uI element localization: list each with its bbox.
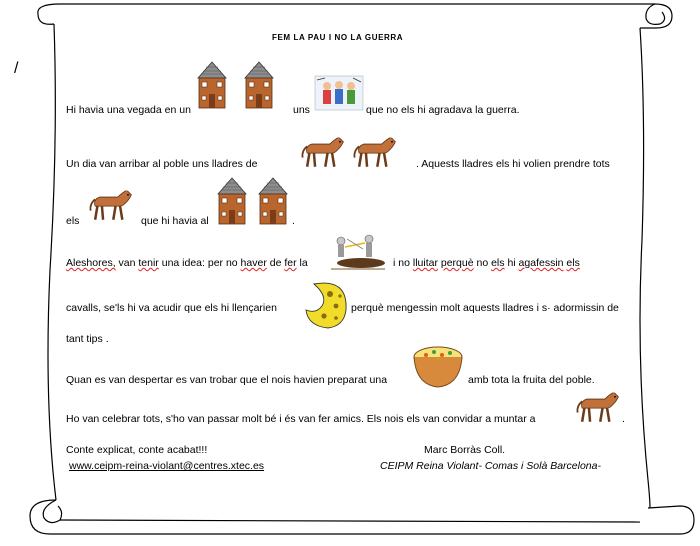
house-drawing — [192, 60, 232, 110]
text-van: van — [115, 257, 139, 269]
word-els-2: els — [566, 257, 580, 269]
story-line-1a: Hi havia una vegada en un — [66, 104, 191, 116]
story-line-6: tant tips . — [66, 333, 109, 345]
horse-drawing — [88, 188, 134, 222]
word-aleshores: Aleshores, — [66, 257, 116, 269]
word-els-1: els — [491, 257, 505, 269]
house-drawing — [253, 176, 293, 226]
story-line-5a: cavalls, se'ls hi va acudir que els hi llençarien — [66, 302, 277, 314]
text-idea: una idea: per no — [158, 257, 241, 269]
word-tenir: tenir — [138, 257, 159, 269]
fruit-bowl-drawing — [412, 345, 464, 389]
story-line-3c: . — [292, 215, 295, 227]
story-line-4-right — [393, 257, 580, 270]
page-title: FEM LA PAU I NO LA GUERRA — [272, 33, 404, 42]
word-fer: fer — [284, 257, 297, 269]
author-name: Marc Borràs Coll. — [424, 444, 506, 456]
story-line-7b: amb tota la fruita del poble. — [468, 374, 595, 386]
school-email-link[interactable]: www.ceipm-reina-violant@centres.xtec.es — [69, 460, 265, 472]
school-name: CEIPM Reina Violant- Comas i Solà Barcelona- — [380, 460, 601, 472]
children-drawing — [315, 76, 363, 110]
house-drawing — [239, 60, 279, 110]
story-line-3b: que hi havia al — [141, 215, 209, 227]
word-agafessin: agafessin — [518, 257, 564, 269]
fight-drawing — [329, 229, 387, 271]
text-la: la — [296, 257, 308, 269]
story-line-2b: . Aquests lladres els hi volien prendre tots — [416, 158, 610, 170]
cheese-drawing — [300, 280, 348, 330]
text-hi: hi — [504, 257, 519, 269]
story-line-1c: que no els hi agradava la guerra. — [366, 104, 520, 116]
stray-slash-mark: / — [14, 60, 19, 77]
horse-drawing — [352, 135, 398, 169]
text-de: de — [266, 257, 285, 269]
word-perque: perquè — [440, 257, 474, 269]
word-lluitar: lluitar — [412, 257, 438, 269]
story-line-7a: Quan es van despertar es van trobar que el nois havien preparat una — [66, 374, 388, 386]
house-drawing — [212, 176, 252, 226]
story-line-8b: . — [622, 413, 625, 425]
story-line-3a: els — [66, 215, 80, 227]
story-line-1b: uns — [293, 104, 310, 116]
story-line-2a: Un dia van arribar al poble uns lladres de — [66, 158, 258, 170]
word-haver: haver — [240, 257, 267, 269]
text-i-no: i no — [393, 257, 413, 269]
story-line-8a: Ho van celebrar tots, s'ho van passar molt bé i és van fer amics. Els nois els van convidar a muntar a — [66, 413, 536, 425]
text-no: no — [473, 257, 492, 269]
horse-drawing — [300, 135, 346, 169]
horse-drawing — [575, 390, 621, 424]
story-line-5b: perquè mengessin molt aquests lladres i s· adormissin de — [351, 302, 619, 314]
closing-phrase: Conte explicat, conte acabat!!! — [66, 444, 208, 456]
story-line-4-left — [66, 257, 308, 270]
